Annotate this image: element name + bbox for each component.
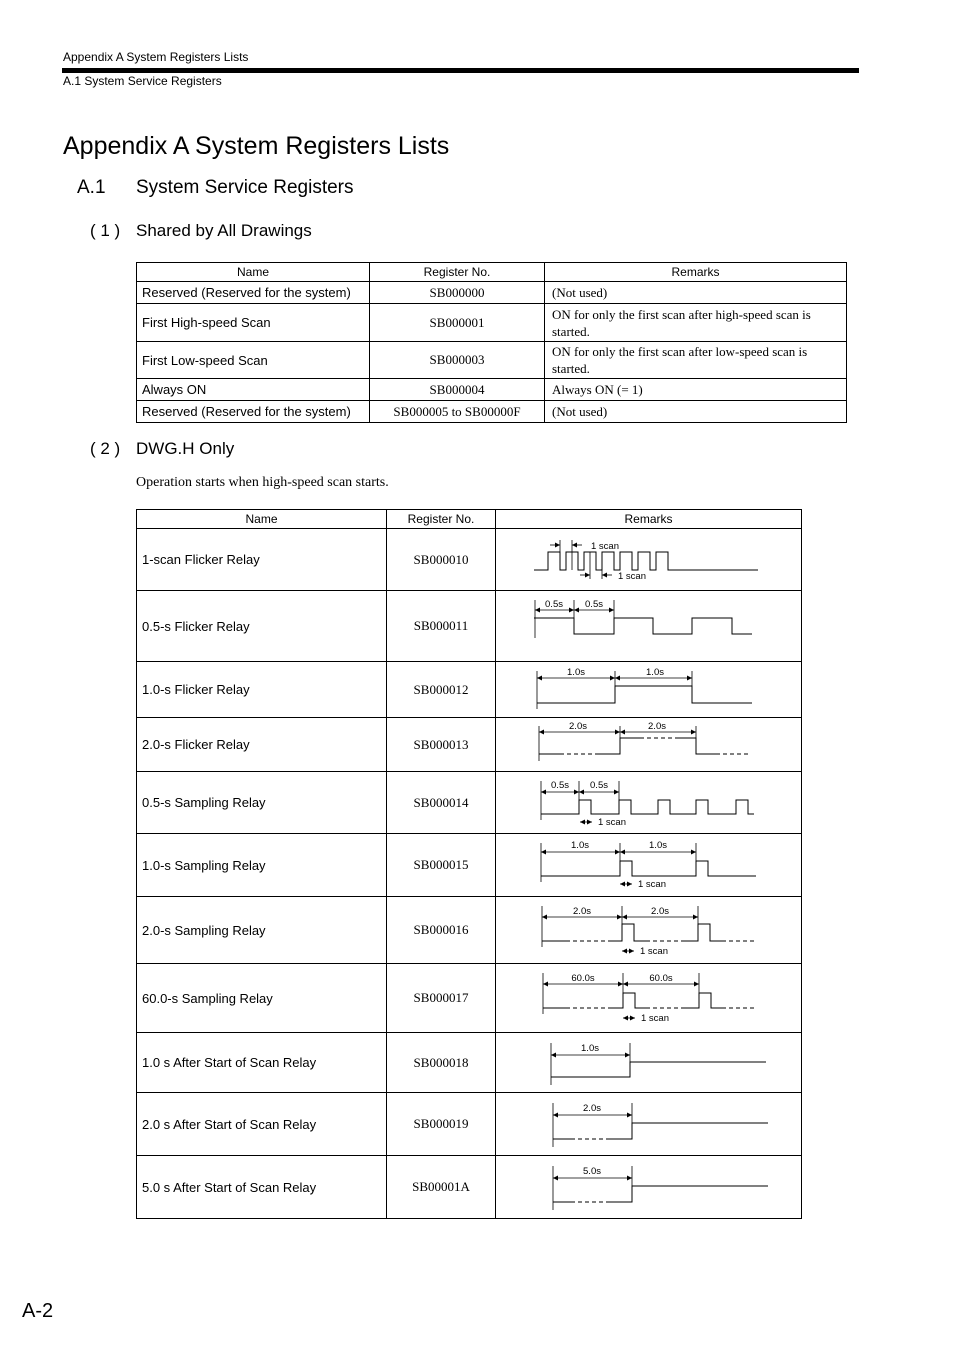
page-title: Appendix A System Registers Lists [63,132,450,160]
arrowhead [627,882,632,887]
subsection-title: DWG.H Only [136,439,235,458]
column-header-name: Name [137,510,387,529]
timing-label: 1.0s [649,840,667,851]
timing-diagram [496,1093,802,1156]
arrowhead [617,915,622,920]
register-number: SB000013 [387,718,496,772]
timing-label: 2.0s [648,721,666,732]
waveform-line [596,738,640,754]
arrowhead [543,982,548,987]
timing-label: 1 scan [598,817,626,828]
register-number: SB000003 [370,342,545,379]
arrowhead [693,915,698,920]
timing-label: 1.0s [571,840,589,851]
timing-diagram [496,591,802,662]
table-row [137,529,802,591]
subsection-number: ( 2 ) [90,439,121,458]
arrowhead [622,949,627,954]
register-remarks: (Not used) [545,282,847,304]
timing-diagram [496,718,802,772]
register-name: 2.0-s Flicker Relay [137,718,387,772]
timing-label: 1 scan [618,571,646,582]
timing-diagram-svg [496,964,802,1032]
running-header-section: A.1 System Service Registers [63,74,222,88]
register-name: First High-speed Scan [137,304,370,342]
register-number: SB000005 to SB00000F [370,401,545,423]
register-name: 1-scan Flicker Relay [137,529,387,591]
timing-label: 60.0s [649,973,673,984]
arrowhead [542,915,547,920]
arrowhead [541,850,546,855]
timing-diagram [496,1033,802,1093]
timing-diagram [496,529,802,591]
register-number: SB000012 [387,662,496,718]
table-row [137,772,802,834]
timing-diagram [496,772,802,834]
arrowhead [691,850,696,855]
timing-label: 60.0s [571,973,595,984]
register-number: SB000019 [387,1093,496,1156]
register-name: Reserved (Reserved for the system) [137,401,370,423]
running-header-chapter: Appendix A System Registers Lists [63,50,249,64]
arrowhead [618,982,623,987]
arrowhead [614,790,619,795]
arrowhead [587,820,592,825]
arrowhead [574,790,579,795]
register-name: 1.0-s Flicker Relay [137,662,387,718]
table-row [137,1033,802,1093]
register-number: SB000000 [370,282,545,304]
register-remarks: (Not used) [545,401,847,423]
timing-diagram-svg [496,1156,802,1218]
register-name: 0.5-s Flicker Relay [137,591,387,662]
waveform-line [608,1123,768,1139]
page-number: A-2 [22,1300,54,1322]
column-header-register: Register No. [387,510,496,529]
timing-label: 1 scan [591,541,619,552]
column-header-remarks: Remarks [545,263,847,282]
waveform-line [541,861,756,876]
timing-diagram-svg [496,529,802,590]
arrowhead [569,608,574,613]
register-remarks: ON for only the first scan after low-speed scan is started. [545,342,847,379]
arrowhead [629,949,634,954]
table-row [137,379,847,401]
timing-diagram-svg [496,718,802,771]
register-name: First Low-speed Scan [137,342,370,379]
timing-label: 1 scan [641,1013,669,1024]
timing-label: 1.0s [646,667,664,678]
timing-diagram [496,662,802,718]
timing-diagram-svg [496,1033,802,1092]
table-row [137,897,802,964]
arrowhead [687,676,692,681]
register-number: SB000016 [387,897,496,964]
timing-label: 1 scan [638,879,666,890]
register-number: SB000004 [370,379,545,401]
arrowhead [574,608,579,613]
timing-label: 0.5s [545,599,563,610]
subsection-heading-2 [90,439,234,459]
timing-label: 2.0s [583,1103,601,1114]
timing-label: 2.0s [651,906,669,917]
table-row [137,401,847,423]
arrowhead [553,1113,558,1118]
column-header-register: Register No. [370,263,545,282]
register-number: SB000018 [387,1033,496,1093]
register-number: SB00001A [387,1156,496,1219]
register-name: 1.0-s Sampling Relay [137,834,387,897]
arrowhead [610,676,615,681]
register-number: SB000015 [387,834,496,897]
register-name: 2.0 s After Start of Scan Relay [137,1093,387,1156]
section-heading [77,177,354,199]
table-row [137,282,847,304]
waveform-line [608,924,646,941]
register-name: 0.5-s Sampling Relay [137,772,387,834]
timing-diagram [496,964,802,1033]
arrowhead [615,730,620,735]
shared-registers-table [136,262,847,423]
arrowhead [537,676,542,681]
table-row [137,342,847,379]
arrowhead [579,790,584,795]
waveform-line [541,800,754,814]
arrowhead [553,1176,558,1181]
timing-label: 1 scan [640,946,668,957]
waveform-line [684,993,722,1008]
arrowhead [620,730,625,735]
table-row [137,662,802,718]
register-number: SB000010 [387,529,496,591]
timing-diagram-svg [496,897,802,963]
timing-diagram [496,834,802,897]
timing-label: 0.5s [551,780,569,791]
waveform-line [676,738,716,754]
arrowhead [620,850,625,855]
arrowhead [535,608,540,613]
timing-diagram-svg [496,1093,802,1155]
arrowhead [615,676,620,681]
timing-label: 2.0s [573,906,591,917]
dwg-h-registers-table [136,509,802,1219]
table-row [137,964,802,1033]
arrowhead [694,982,699,987]
waveform-line [608,993,646,1008]
arrowhead [622,915,627,920]
arrowhead [620,882,625,887]
register-name: 2.0-s Sampling Relay [137,897,387,964]
table-row [137,1156,802,1219]
timing-diagram [496,897,802,964]
arrowhead [539,730,544,735]
arrowhead [580,820,585,825]
timing-label: 1.0s [581,1043,599,1054]
arrowhead [625,1053,630,1058]
timing-diagram-svg [496,662,802,717]
header-rule [62,68,859,73]
arrowhead [627,1176,632,1181]
timing-diagram-svg [496,591,802,661]
waveform-line [608,1186,768,1202]
arrowhead [623,1016,628,1021]
timing-label: 1.0s [567,667,585,678]
section-number: A.1 [77,177,106,198]
register-name: Reserved (Reserved for the system) [137,282,370,304]
table-row [137,304,847,342]
waveform-line [537,686,752,703]
section-title: System Service Registers [136,177,354,198]
subsection-number: ( 1 ) [90,221,121,240]
arrowhead [551,1053,556,1058]
subsection-title: Shared by All Drawings [136,221,312,240]
waveform-line [551,1062,766,1077]
column-header-name: Name [137,263,370,282]
timing-diagram-svg [496,772,802,833]
timing-diagram-svg [496,834,802,896]
timing-label: 0.5s [585,599,603,610]
table-row [137,834,802,897]
register-number: SB000014 [387,772,496,834]
arrowhead [627,1113,632,1118]
arrowhead [615,850,620,855]
register-remarks: ON for only the first scan after high-speed scan is started. [545,304,847,342]
intro-text: Operation starts when high-speed scan starts. [136,475,389,490]
arrowhead [609,608,614,613]
register-remarks: Always ON (= 1) [545,379,847,401]
register-name: 60.0-s Sampling Relay [137,964,387,1033]
register-number: SB000001 [370,304,545,342]
timing-label: 2.0s [569,721,587,732]
register-number: SB000017 [387,964,496,1033]
arrowhead [541,790,546,795]
subsection-heading-1 [90,221,312,241]
waveform-line [684,924,722,941]
timing-label: 5.0s [583,1166,601,1177]
register-name: 5.0 s After Start of Scan Relay [137,1156,387,1219]
arrowhead [623,982,628,987]
table-row [137,1093,802,1156]
register-name: 1.0 s After Start of Scan Relay [137,1033,387,1093]
timing-label: 0.5s [590,780,608,791]
column-header-remarks: Remarks [496,510,802,529]
waveform-line [534,618,752,634]
table-row [137,718,802,772]
register-name: Always ON [137,379,370,401]
timing-diagram [496,1156,802,1219]
register-number: SB000011 [387,591,496,662]
table-row [137,591,802,662]
waveform-line [534,552,758,570]
arrowhead [691,730,696,735]
arrowhead [630,1016,635,1021]
